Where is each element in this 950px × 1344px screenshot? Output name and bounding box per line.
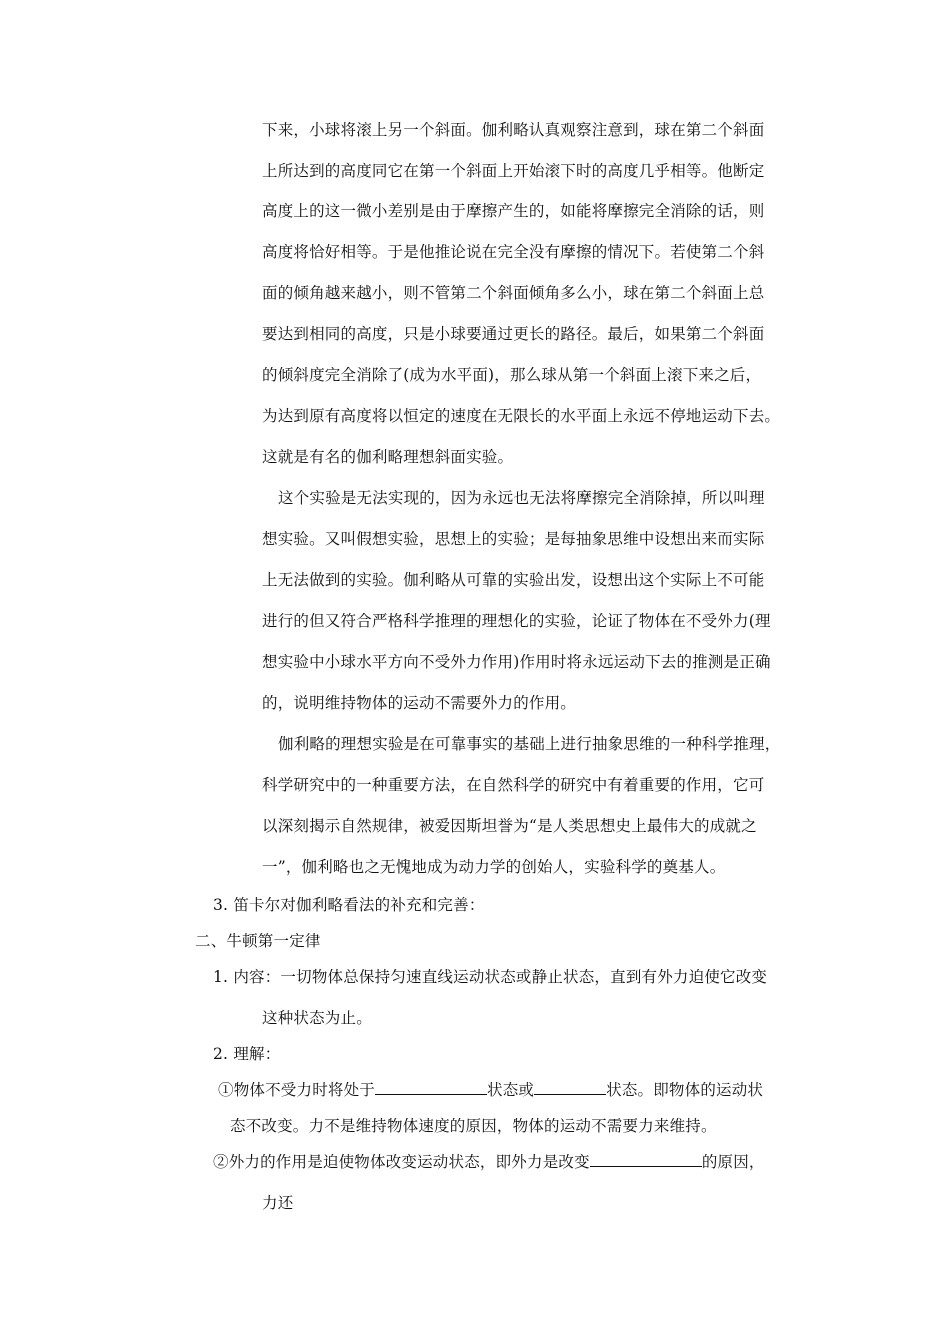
understand-1-line-1 [218, 1080, 763, 1100]
intro-line-8: 为达到原有高度将以恒定的速度在无限长的水平面上永远不停地运动下去。 [262, 407, 781, 425]
content-line-1: 1. 内容：一切物体总保持匀速直线运动状态或静止状态，直到有外力迫使它改变 [213, 968, 768, 986]
para2-line-2: 想实验。又叫假想实验，思想上的实验；是每抽象思维中设想出来而实际 [262, 530, 765, 548]
intro-line-3: 高度上的这一微小差别是由于摩擦产生的，如能将摩擦完全消除的话，则 [262, 202, 765, 220]
intro-line-9: 这就是有名的伽利略理想斜面实验。 [262, 448, 514, 466]
para2-line-5: 想实验中小球水平方向不受外力作用)作用时将永远运动下去的推测是正确 [262, 653, 771, 671]
item-3: 3. 笛卡尔对伽利略看法的补充和完善： [213, 896, 485, 914]
para3-line-4: 一”，伽利略也之无愧地成为动力学的创始人，实验科学的奠基人。 [262, 858, 726, 876]
intro-line-5: 面的倾角越来越小，则不管第二个斜面倾角多么小，球在第二个斜面上总 [262, 284, 765, 302]
intro-line-6: 要达到相同的高度，只是小球要通过更长的路径。最后，如果第二个斜面 [262, 325, 765, 343]
para3-line-1: 伽利略的理想实验是在可靠事实的基础上进行抽象思维的一种科学推理， [278, 735, 781, 753]
intro-line-7: 的倾斜度完全消除了(成为水平面)，那么球从第一个斜面上滚下来之后， [262, 366, 762, 384]
understand-1-suffix: 状态。即物体的运动状 [606, 1081, 764, 1099]
para2-line-4: 进行的但又符合严格科学推理的理想化的实验，论证了物体在不受外力(理 [262, 612, 771, 630]
understand-1-line-2: 态不改变。力不是维持物体速度的原因，物体的运动不需要力来维持。 [230, 1117, 717, 1135]
intro-line-1: 下来，小球将滚上另一个斜面。伽利略认真观察注意到，球在第二个斜面 [262, 121, 765, 139]
understand-1-middle: 状态或 [487, 1081, 535, 1099]
content-line-2: 这种状态为止。 [262, 1009, 372, 1027]
understand-2-suffix: 的原因， [701, 1153, 765, 1171]
understand-2-line-2: 力还 [262, 1194, 294, 1212]
intro-line-2: 上所达到的高度同它在第一个斜面上开始滚下时的高度几乎相等。他断定 [262, 162, 765, 180]
intro-line-4: 高度将恰好相等。于是他推论说在完全没有摩擦的情况下。若使第二个斜 [262, 243, 765, 261]
understand-title: 2. 理解： [213, 1045, 281, 1063]
para2-line-3: 上无法做到的实验。伽利略从可靠的实验出发，设想出这个实际上不可能 [262, 571, 765, 589]
fill-blank-1[interactable] [375, 1080, 487, 1095]
understand-2-line-1 [213, 1152, 765, 1172]
para3-line-2: 科学研究中的一种重要方法，在自然科学的研究中有着重要的作用，它可 [262, 776, 765, 794]
section-2-title: 二、牛顿第一定律 [195, 932, 321, 950]
understand-1-prefix: ①物体不受力时将处于 [218, 1081, 376, 1099]
para2-line-1: 这个实验是无法实现的，因为永远也无法将摩擦完全消除掉，所以叫理 [278, 489, 765, 507]
para2-line-6: 的，说明维持物体的运动不需要外力的作用。 [262, 694, 577, 712]
para3-line-3: 以深刻揭示自然规律，被爱因斯坦誉为“是人类思想史上最伟大的成就之 [262, 817, 757, 835]
understand-2-prefix: ②外力的作用是迫使物体改变运动状态，即外力是改变 [213, 1153, 590, 1171]
fill-blank-3[interactable] [590, 1152, 702, 1167]
fill-blank-2[interactable] [534, 1080, 606, 1095]
